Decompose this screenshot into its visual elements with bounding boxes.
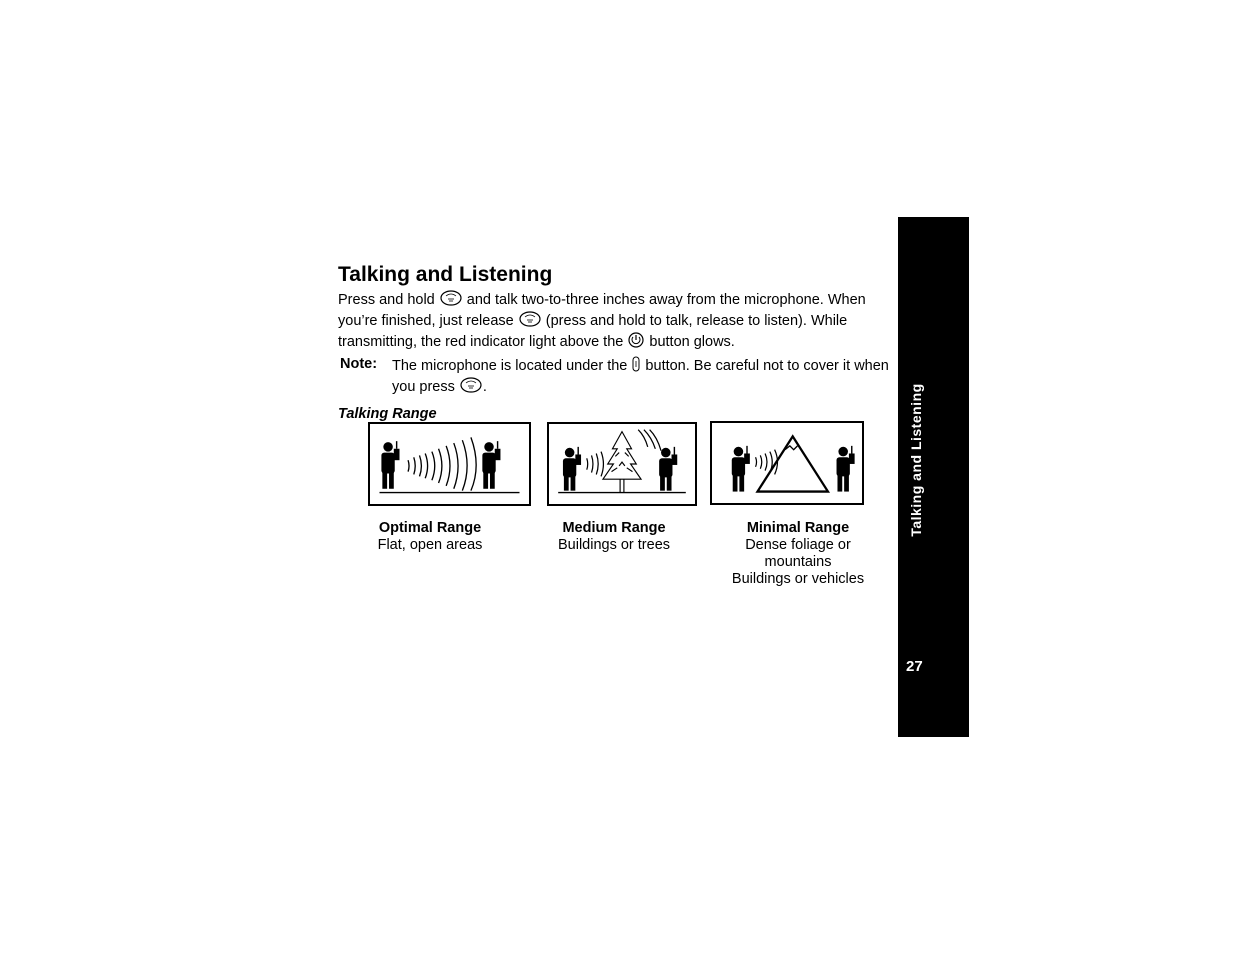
intro-paragraph (338, 290, 890, 353)
page-content (338, 262, 890, 422)
minimal-range-caption (718, 520, 878, 588)
person-left-icon (732, 446, 750, 492)
note-text-2: button. Be careful not to cover it when you press (392, 358, 889, 395)
minimal-range-illustration (710, 421, 864, 505)
note-text-3: . (482, 379, 487, 395)
medium-range-illustration (547, 422, 697, 506)
medium-range-drawing (549, 424, 695, 504)
intro-text-1: Press and hold (338, 292, 439, 308)
person-left-icon (563, 447, 581, 491)
optimal-range-caption (360, 520, 500, 554)
medium-range-caption (544, 520, 684, 554)
mic-button-icon (632, 356, 640, 377)
menu-button-icon (628, 332, 644, 353)
optimal-range-illustration (368, 422, 531, 506)
minimal-range-desc-3: Buildings or vehicles (731, 571, 865, 587)
minimal-range-desc-1: Dense foliage or (745, 537, 851, 553)
note-label: Note: (340, 356, 378, 372)
optimal-range-desc: Flat, open areas (377, 537, 483, 553)
medium-range-desc: Buildings or trees (557, 537, 671, 553)
intro-text-4: button glows. (645, 334, 735, 350)
note-block (338, 356, 890, 398)
optimal-range-drawing (370, 424, 529, 504)
minimal-range-drawing (712, 423, 862, 503)
optimal-range-title: Optimal Range (378, 520, 482, 536)
chapter-tab-label: Talking and Listening (908, 383, 924, 537)
person-right-icon (482, 441, 500, 489)
mountain-icon (757, 436, 827, 491)
person-right-icon (837, 446, 855, 492)
intro-text-2: and talk two-to-three inches away from the microphone. When you’re finished, just release (338, 292, 866, 329)
person-right-icon (659, 447, 677, 491)
ptt-button-icon (440, 290, 462, 311)
intro-text-3: (press and hold to talk, release to listen). While transmitting, the red indicator light above the (338, 313, 848, 350)
ptt-button-icon (460, 377, 482, 398)
minimal-range-desc-2: mountains (764, 554, 832, 570)
page-title: Talking and Listening (338, 263, 553, 286)
minimal-range-title: Minimal Range (746, 520, 850, 536)
person-left-icon (381, 441, 399, 489)
tree-icon (603, 432, 641, 493)
note-text-1: The microphone is located under the (392, 358, 632, 374)
page-number: 27 (906, 658, 923, 675)
medium-range-title: Medium Range (562, 520, 666, 536)
talking-range-heading: Talking Range (338, 406, 437, 422)
ptt-button-icon (519, 311, 541, 332)
note-body (392, 356, 890, 398)
